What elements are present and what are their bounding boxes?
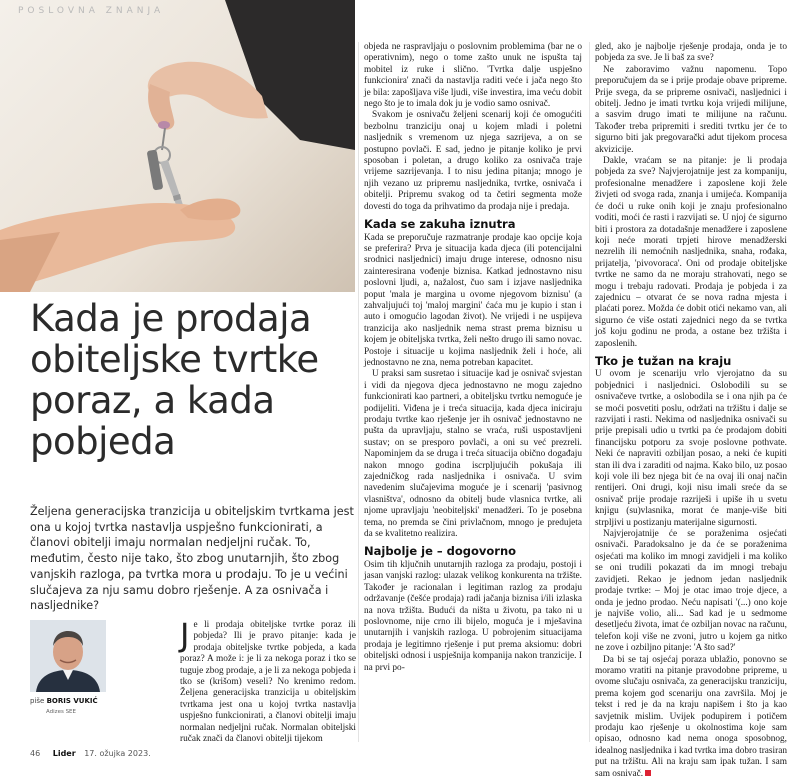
page-footer xyxy=(30,749,151,758)
body-paragraph: objeda ne raspravljaju o poslovnim problemima (bar ne o operativnim), nego o tome zašto unuk ne ispušta taj mobitel iz ruke i slično. 'Tvrtka dalje uspješno funkcionira' znači da nastavlja raditi veće i jača nego što je bila: zapošljava više ljudi, više investira, ima veću dobit nego što je to imala dok ju je vodio samo osnivač. xyxy=(364,42,582,110)
intro-paragraph xyxy=(180,616,356,745)
body-paragraph: Svakom je osnivaču željeni scenarij koji će omogućiti bezbolnu tranziciju onaj u kojem mladi i poletni nasljednik s vremenom uz njega sazrijeva, a on se postupno povlači. E sad, jedno je pitanje koliko je prvi sposoban i poletan, a drugo koliko za osnivača traje vrijeme sazrijevanja. I to nisu jedina pitanja; mnogo je njih vezano uz pripremu nasljednika, tvrtke, osnivača i obitelji. Pripremu svakog od ta četiri segmenta može dovesti do toga da prihvatimo da prodaja nije i predaja. xyxy=(364,110,582,212)
body-paragraph: Dakle, vraćam se na pitanje: je li prodaja pobjeda za sve? Najvjerojatnije jest za kompaniju, profesionalne menadžere i zaposlene koji žele živjeti od svoga rada, znanja i umijeća. Kompanija će doći u ruke onih koji je znaju profesionalno voditi, moći će rasti i razvijati se. U njoj će sigurno biti i prostora za dotadašnje menadžere i zaposlene koji neće morati trpjeti hirove menadžerski nezrelih ili nemoćnih nasljednika, snaha, rođaka, prijatelja, 'pivovoraca'. Oni od prodaje obiteljske tvrtke ne samo da ne moraju strahovati, nego se mogu i trebaju radovati. Prodaja je pobjeda i za zajednicu – otvarat će se nova radna mjesta i plaćati porez. Možda će dobit otići nekamo van, ali sigurno će više ostati zajednici nego da se tvrtka još koju godinu ne proda, a ostane bez tržišta i zaposlenih. xyxy=(595,156,787,349)
issue-date: 17. ožujka 2023. xyxy=(84,749,151,758)
end-of-article-mark xyxy=(645,770,651,776)
body-paragraph: Ne zaboravimo važnu napomenu. Topo preporučujem da se i prije prodaje obave pripreme. Prije svega, da se pripreme osnivači, nasljednici i obitelj. Jedno je imati tvrtku koja vrijedi milijune, a sasvim drugo imati te milijune na računu. Također treba pripremiti i srediti tvrtku jer će to sigurno biti jak pregovarački adut tijekom procesa akvizicije. xyxy=(595,64,787,155)
body-paragraph: gled, ako je najbolje rješenje prodaja, onda je to pobjeda za sve. Je li baš za sve? xyxy=(595,42,787,64)
page-number: 46 xyxy=(30,749,41,758)
intro-text: e li prodaja obiteljske tvrtke poraz ili pobjeda? Ili je pravo pitanje: kada je prodaja obiteljske tvrtke pobjeda, a kada poraz? A može i: je li za nekoga poraz i tko se tuguje zbog prodaje, a je li za nekoga pobjeda i tko se (krišom) veseli? No krenimo redom. Željena generacijska tranzicija u obiteljskim tvrtkama jest ona u kojoj tvrtka nastavlja uspješno funkcionirati, a članovi obitelji imaju normalan nedjeljni ručak. Normalan obiteljski ručak znači da članovi obitelji tijekom xyxy=(180,620,356,745)
body-paragraph: Da bi se taj osjećaj poraza ublažio, ponovno se moramo vratiti na pitanje pravodobne pripreme, u ovome slučaju osnivača, za generacijsku tranziciju, prema kojem god scenariju ona završila. Moj je tekst i red je da na kraju napišem i što ja kao savjetnik mislim. Uvijek podupirem i potičem prodaju kao rješenje u okolnostima koje sam opisao, odnosno kad nema onoga sposobnog, idealnog nasljednika i kad tvrtka ima dobro trasiran put na tržištu. Ali na kraju sam ipak tužan. I sam sam osnivač. xyxy=(595,654,787,779)
column-divider xyxy=(589,42,590,742)
column-divider xyxy=(358,42,359,742)
body-column-2 xyxy=(364,42,582,674)
author-portrait-icon xyxy=(30,620,106,692)
magazine-name: Lider xyxy=(52,749,76,758)
body-paragraph: Kada se preporučuje razmatranje prodaje kao opcije koja se preferira? Prva je situacija kada djeca (ili potencijalni srodnici nasljednici) imaju druge interese, odnosno nisu zainteresirana vođenje biznisa. Katkad jednostavno nisu poslovni ljudi, a, nažalost, čuo sam i izjave nasljednika poput 'mala je margina u ovome njegovom biznisu' (a zahvaljujući toj 'maloj margini' ćaća mu je kupio i stan i auto i omogućio lagodan život). Ne vrijedi i ne uspijeva tranzicija ako nasljednik nema strast prema biznisu u kojem je obiteljska tvrtka, želi nešto drugo ili samo novac. Postoje i situacije u kojima nasljednik želi i hoće, ali jednostavno ne zna, nema potreban kapacitet. xyxy=(364,232,582,368)
body-paragraph: U praksi sam susretao i situacije kad je osnivač svjestan i vidi da njegova djeca jednostavno ne mogu zajedno funkcionirati kao partneri, a obiteljsku tvrtku nemoguće je podijeliti. Viđena je i treća situacija, kada djeca iniciraju prodaju tvrtke kao rješenje jer ih osnivač jednostavno ne pušta da upravljaju, stalno se vraća, ruši uspostavljeni sustav; on se presporo povlači, a oni su već prezreli. Napominjem da se druga i treća situacija obično događaju nakon mnogo godina iscrpljujućih pokušaja ili zajedničkog rada nasljednika i osnivača. U svim navedenim slučajevima moguće je i scenarij 'pasivnog vlasništva', odnosno da obitelj bude vlasnica tvrtke, ali njome upravljaju 'neobiteljski' menadžeri. To je posebna tema, no premda se čini privlačnom, mnogo je predujeta da se kvalitetno realizira. xyxy=(364,369,582,540)
article-lead: Željena generacijska tranzicija u obiteljskim tvrtkama jest ona u kojoj tvrtka nastavlja uspješno funkcionirati, a članovi obitelji imaju normalan nedjeljni ručak. To, međutim, često nije tako, što zbog unutarnjih, što zbog vanjskih razloga, pa tvrtka mora u prodaju. To je u većini slučajeva za nju samu dobro rješenje. A za osnivača i nasljednike? xyxy=(30,505,354,613)
subheading: Najbolje je – dogovorno xyxy=(364,544,517,559)
hands-keys-illustration xyxy=(0,0,355,292)
subheading: Tko je tužan na kraju xyxy=(595,353,732,368)
author-role: Adizes SEE xyxy=(46,709,77,715)
author-byline xyxy=(30,697,120,705)
subheading: Kada se zakuha iznutra xyxy=(364,217,516,232)
drop-cap: J xyxy=(180,616,190,654)
author-prefix: piše xyxy=(30,697,45,705)
body-column-3 xyxy=(595,42,787,780)
author-name: BORIS VUKIĆ xyxy=(46,697,98,705)
author-photo xyxy=(30,620,106,692)
hero-photo-hands-with-keys xyxy=(0,0,355,292)
article-headline: Kada je prodaja obiteljske tvrtke poraz, a kada pobjeda xyxy=(30,297,319,463)
body-paragraph: Osim tih ključnih unutarnjih razloga za prodaju, postoji i jasan vanjski razlog: ulazak velikog konkurenta na tržište. Također je racionalan i legitiman razlog za prodaju održavanje (češće prodaja) radi jačanja biznisa i/ili izlaska na nova tržišta. Budući da ništa u životu, pa tako ni u poslovnome, nije crno ili bijelo, moguća je i mješavina unutarnjih i vanjskih razloga. U pobrojenim situacijama prodaja je legitimno rješenje i put prema aksiomu: dobri obiteljski odnosi i uspješnija kompanija nakon tranzicije. I na prvi po- xyxy=(364,559,582,673)
body-paragraph: Najvjerojatnije će se poraženima osjećati osnivači. Paradoksalno je da će se poraženima osjećati ma koliko im mnogi zavidjeli i ma koliko se oni trudili pokazati da im mnogi trebaju zavidjeti. Rekao je jednom jedan nasljednik prodaje tvrtke: – Moj je otac imao troje djece, a onda je jedno prodao. Neću napisati '(...) ono koje je najviše volio, ali... Sad kad je u sedmome desetljeću života, imat će ozbiljan novac na računu, telefon koji više ne zvoni, jutro u kojem ga nitko ne zove i ozbiljno pitanje: 'A što sad?' xyxy=(595,529,787,654)
section-label: POSLOVNA ZNANJA xyxy=(18,6,165,16)
body-paragraph: U ovom je scenariju vrlo vjerojatno da su pobjednici i nasljednici. Oslobodili su se osnivačeve tvrtke, a oslobodila se i ona njih pa će se moći posvetiti poslu, održati na tržištu i dalje se razvijati i rasti. Nekima od nasljednika osnivači su prije prepisali udio u tvrtki pa će prodajom dobiti financijsku potporu za svoje poslovne pothvate. Neki će napraviti ozbiljan posao, a neki će kupiti stan ili dva i zaraditi od najma. Kako bilo, uz posao koji vole ili bez njega bit će na ovaj ili onaj način rentijeri. Oni drugi, koji nisu imali sreće da se osnivač prije prodaje razriješi i upiše ih u svetu knjigu (su)vlasnika, morat će manje-više biti strpljivi u postizanju materijalne sigurnosti. xyxy=(595,369,787,528)
